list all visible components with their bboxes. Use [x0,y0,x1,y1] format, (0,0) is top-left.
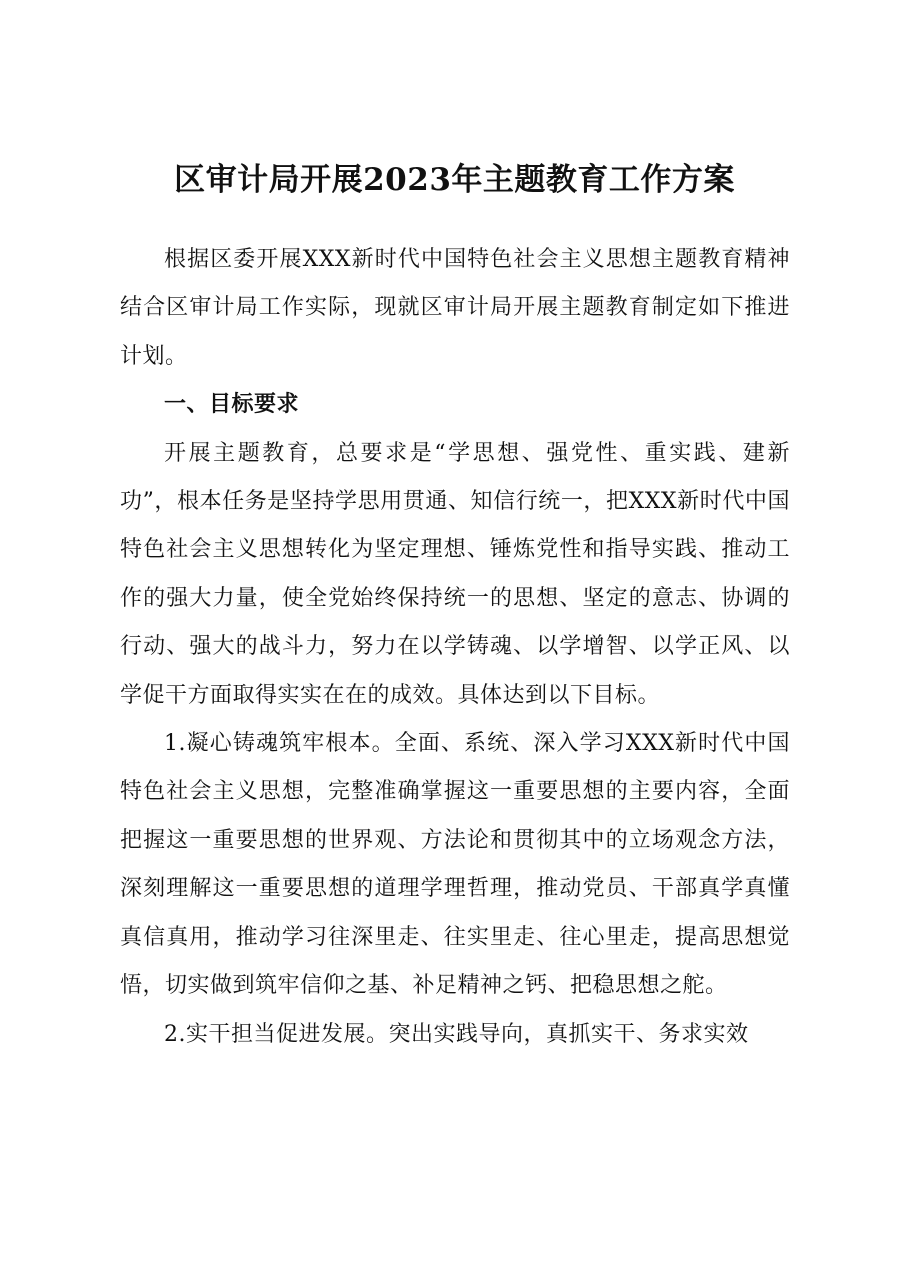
goal-item-2: 2.实干担当促进发展。突出实践导向，真抓实干、务求实效 [164,1021,749,1047]
document-title: 区审计局开展2023年主题教育工作方案 [174,162,735,198]
goals-paragraph: 开展主题教育，总要求是“学思想、强党性、重实践、建新功”，根本任务是坚持学思用贯通、知信行统一，把XXX新时代中国特色社会主义思想转化为坚定理想、锤炼党性和指导实践、推动工作的强大力量，使全党始终保持统一的思想、坚定的意志、协调的行动、强大的战斗力，努力在以学铸魂、以学增智、以学正风、以学促干方面取得实实在在的成效。具体达到以下目标。 [120,440,790,708]
section-heading-goals: 一、目标要求 [164,392,300,418]
document-body [120,236,790,1059]
goal-item-1: 1.凝心铸魂筑牢根本。全面、系统、深入学习XXX新时代中国特色社会主义思想，完整准确掌握这一重要思想的主要内容，全面把握这一重要思想的世界观、方法论和贯彻其中的立场观念方法，深刻理解这一重要思想的道理学理哲理，推动党员、干部真学真懂真信真用，推动学习往深里走、往实里走、往心里走，提高思想觉悟，切实做到筑牢信仰之基、补足精神之钙、把稳思想之舵。 [120,731,790,999]
intro-paragraph: 根据区委开展XXX新时代中国特色社会主义思想主题教育精神结合区审计局工作实际，现就区审计局开展主题教育制定如下推进计划。 [120,247,790,369]
